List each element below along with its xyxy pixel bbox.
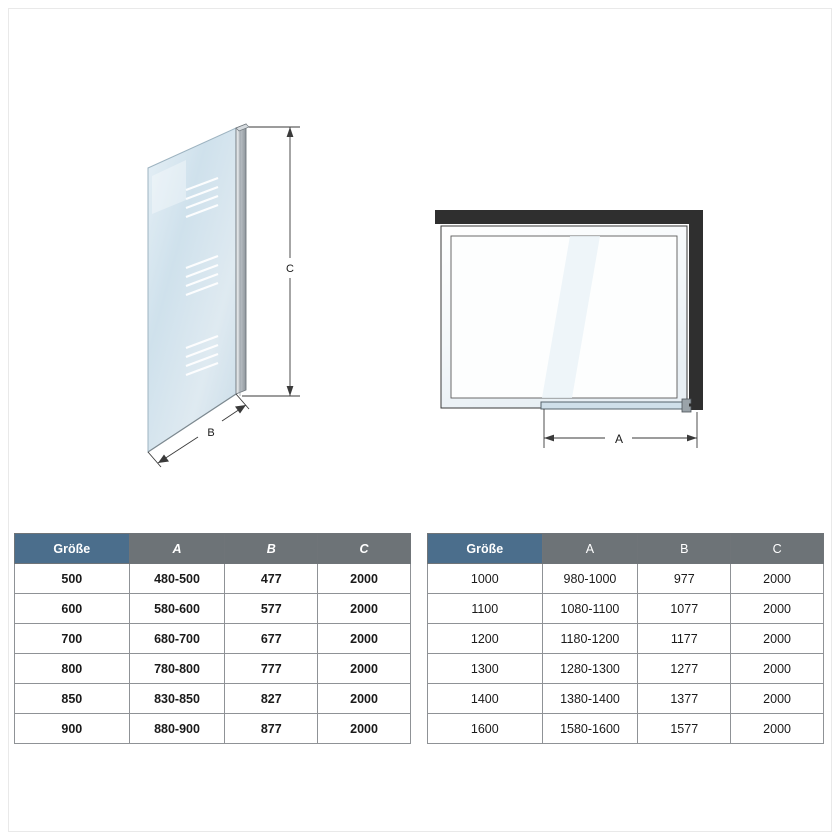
cell-a: 880-900 bbox=[129, 714, 225, 744]
column-header-b: B bbox=[225, 534, 318, 564]
cell-groesse: 700 bbox=[15, 624, 130, 654]
table-row bbox=[15, 564, 411, 594]
cell-b: 1277 bbox=[638, 654, 731, 684]
cell-c: 2000 bbox=[731, 564, 824, 594]
cell-c: 2000 bbox=[318, 714, 411, 744]
column-header-groesse: Größe bbox=[428, 534, 543, 564]
cell-c: 2000 bbox=[318, 624, 411, 654]
cell-groesse: 1000 bbox=[428, 564, 543, 594]
wall-profile bbox=[236, 124, 249, 396]
cell-a: 1180-1200 bbox=[542, 624, 638, 654]
cell-a: 1580-1600 bbox=[542, 714, 638, 744]
cell-a: 980-1000 bbox=[542, 564, 638, 594]
cell-c: 2000 bbox=[731, 684, 824, 714]
cell-c: 2000 bbox=[731, 714, 824, 744]
cell-groesse: 600 bbox=[15, 594, 130, 624]
column-header-c: C bbox=[731, 534, 824, 564]
table-row bbox=[428, 714, 824, 744]
cell-b: 1177 bbox=[638, 624, 731, 654]
cell-b: 877 bbox=[225, 714, 318, 744]
table-row bbox=[15, 684, 411, 714]
cell-groesse: 850 bbox=[15, 684, 130, 714]
column-header-a: A bbox=[542, 534, 638, 564]
dimension-label-b: B bbox=[207, 427, 215, 439]
table-row bbox=[428, 564, 824, 594]
cell-a: 780-800 bbox=[129, 654, 225, 684]
cell-groesse: 500 bbox=[15, 564, 130, 594]
cell-c: 2000 bbox=[318, 564, 411, 594]
cell-b: 1577 bbox=[638, 714, 731, 744]
cell-a: 680-700 bbox=[129, 624, 225, 654]
size-table-small bbox=[14, 533, 411, 744]
cell-b: 777 bbox=[225, 654, 318, 684]
cell-c: 2000 bbox=[731, 624, 824, 654]
column-header-c: C bbox=[318, 534, 411, 564]
cell-b: 827 bbox=[225, 684, 318, 714]
table-header-row bbox=[428, 534, 824, 564]
cell-groesse: 1200 bbox=[428, 624, 543, 654]
cell-groesse: 900 bbox=[15, 714, 130, 744]
cell-a: 1280-1300 bbox=[542, 654, 638, 684]
side-elevation-view bbox=[0, 0, 420, 520]
dimension-c bbox=[242, 127, 300, 396]
cell-groesse: 1400 bbox=[428, 684, 543, 714]
cell-b: 977 bbox=[638, 564, 731, 594]
column-header-groesse: Größe bbox=[15, 534, 130, 564]
cell-groesse: 800 bbox=[15, 654, 130, 684]
cell-groesse: 1300 bbox=[428, 654, 543, 684]
cell-a: 1380-1400 bbox=[542, 684, 638, 714]
cell-b: 1377 bbox=[638, 684, 731, 714]
table-row bbox=[428, 684, 824, 714]
cell-b: 477 bbox=[225, 564, 318, 594]
cell-b: 577 bbox=[225, 594, 318, 624]
table-row bbox=[15, 594, 411, 624]
cell-groesse: 1100 bbox=[428, 594, 543, 624]
table-row bbox=[428, 594, 824, 624]
cell-a: 1080-1100 bbox=[542, 594, 638, 624]
cell-c: 2000 bbox=[731, 594, 824, 624]
cell-c: 2000 bbox=[318, 654, 411, 684]
cell-c: 2000 bbox=[318, 684, 411, 714]
cell-c: 2000 bbox=[731, 654, 824, 684]
top-plan-view bbox=[420, 0, 840, 520]
cell-b: 1077 bbox=[638, 594, 731, 624]
column-header-b: B bbox=[638, 534, 731, 564]
cell-c: 2000 bbox=[318, 594, 411, 624]
table-row bbox=[428, 654, 824, 684]
cell-groesse: 1600 bbox=[428, 714, 543, 744]
cell-a: 580-600 bbox=[129, 594, 225, 624]
size-table-large bbox=[427, 533, 824, 744]
dimension-label-c: C bbox=[286, 263, 294, 275]
cell-b: 677 bbox=[225, 624, 318, 654]
cell-a: 830-850 bbox=[129, 684, 225, 714]
table-row bbox=[15, 624, 411, 654]
table-row bbox=[15, 654, 411, 684]
dimension-label-a: A bbox=[614, 432, 624, 446]
table-header-row bbox=[15, 534, 411, 564]
table-row bbox=[428, 624, 824, 654]
cell-a: 480-500 bbox=[129, 564, 225, 594]
table-row bbox=[15, 714, 411, 744]
column-header-a: A bbox=[129, 534, 225, 564]
